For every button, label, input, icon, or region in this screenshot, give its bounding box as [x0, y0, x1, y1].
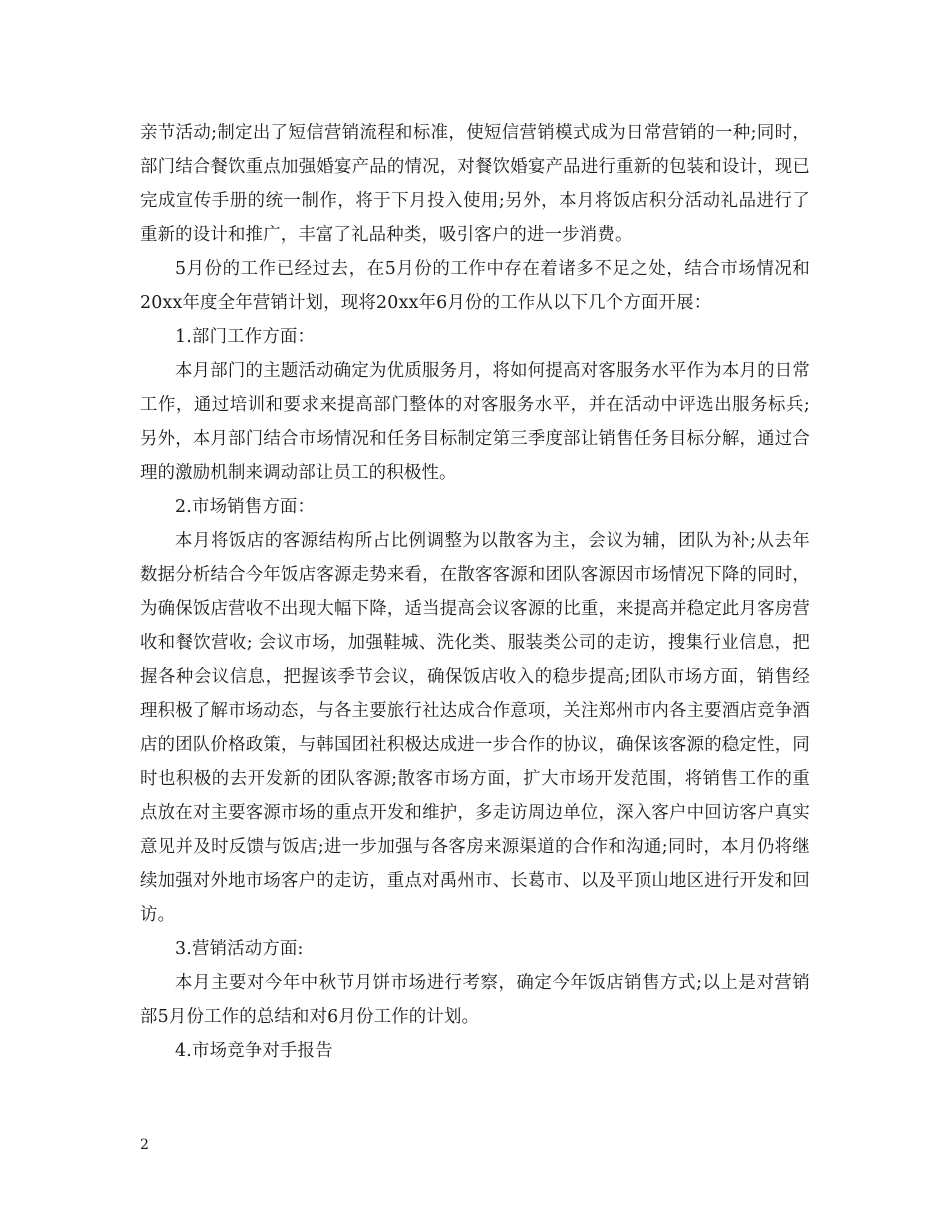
body-paragraph: 本月主要对今年中秋节月饼市场进行考察，确定今年饭店销售方式;以上是对营销部5月份工作的总结和对6月份工作的计划。 [140, 973, 810, 1027]
body-paragraph: 2.市场销售方面： [175, 497, 316, 517]
body-paragraph: 5月份的工作已经过去，在5月份的工作中存在着诸多不足之处，结合市场情况和20xx年度全年营销计划，现将20xx年6月份的工作从以下几个方面开展： [140, 259, 810, 313]
body-paragraph: 本月部门的主题活动确定为优质服务月，将如何提高对客服务水平作为本月的日常工作，通过培训和要求来提高部门整体的对客服务水平，并在活动中评选出服务标兵;另外，本月部门结合市场情况和任务目标制定第三季度部让销售任务目标分解，通过合理的激励机制来调动部让员工的积极性。 [140, 361, 810, 483]
page-number: 2 [140, 1137, 149, 1153]
body-paragraph: 3.营销活动方面: [175, 939, 304, 959]
body-paragraph: 4.市场竞争对手报告 [175, 1041, 333, 1061]
body-paragraph: 亲节活动;制定出了短信营销流程和标准，使短信营销模式成为日常营销的一种;同时，部门结合餐饮重点加强婚宴产品的情况，对餐饮婚宴产品进行重新的包装和设计，现已完成宣传手册的统一制作，将于下月投入使用;另外，本月将饭店积分活动礼品进行了重新的设计和推广，丰富了礼品种类，吸引客户的进一步消费。 [140, 123, 810, 245]
document-body [140, 116, 810, 1068]
body-paragraph: 本月将饭店的客源结构所占比例调整为以散客为主，会议为辅，团队为补;从去年数据分析结合今年饭店客源走势来看，在散客客源和团队客源因市场情况下降的同时，为确保饭店营收不出现大幅下降，适当提高会议客源的比重，来提高并稳定此月客房营收和餐饮营收; 会议市场，加强鞋城、洗化类、服装类公司的走访，搜集行业信息，把握各种会议信息，把握该季节会议，确保饭店收入的稳步提高;团队市场方面，销售经理积极了解市场动态，与各主要旅行社达成合作意项，关注郑州市内各主要酒店竞争酒店的团队价格政策，与韩国团社积极达成进一步合作的协议，确保该客源的稳定性，同时也积极的去开发新的团队客源;散客市场方面，扩大市场开发范围，将销售工作的重点放在对主要客源市场的重点开发和维护，多走访周边单位，深入客户中回访客户真实意见并及时反馈与饭店;进一步加强与各客房来源渠道的合作和沟通;同时，本月仍将继续加强对外地市场客户的走访，重点对禹州市、长葛市、以及平顶山地区进行开发和回访。 [140, 531, 810, 925]
body-paragraph: 1.部门工作方面： [175, 327, 316, 347]
